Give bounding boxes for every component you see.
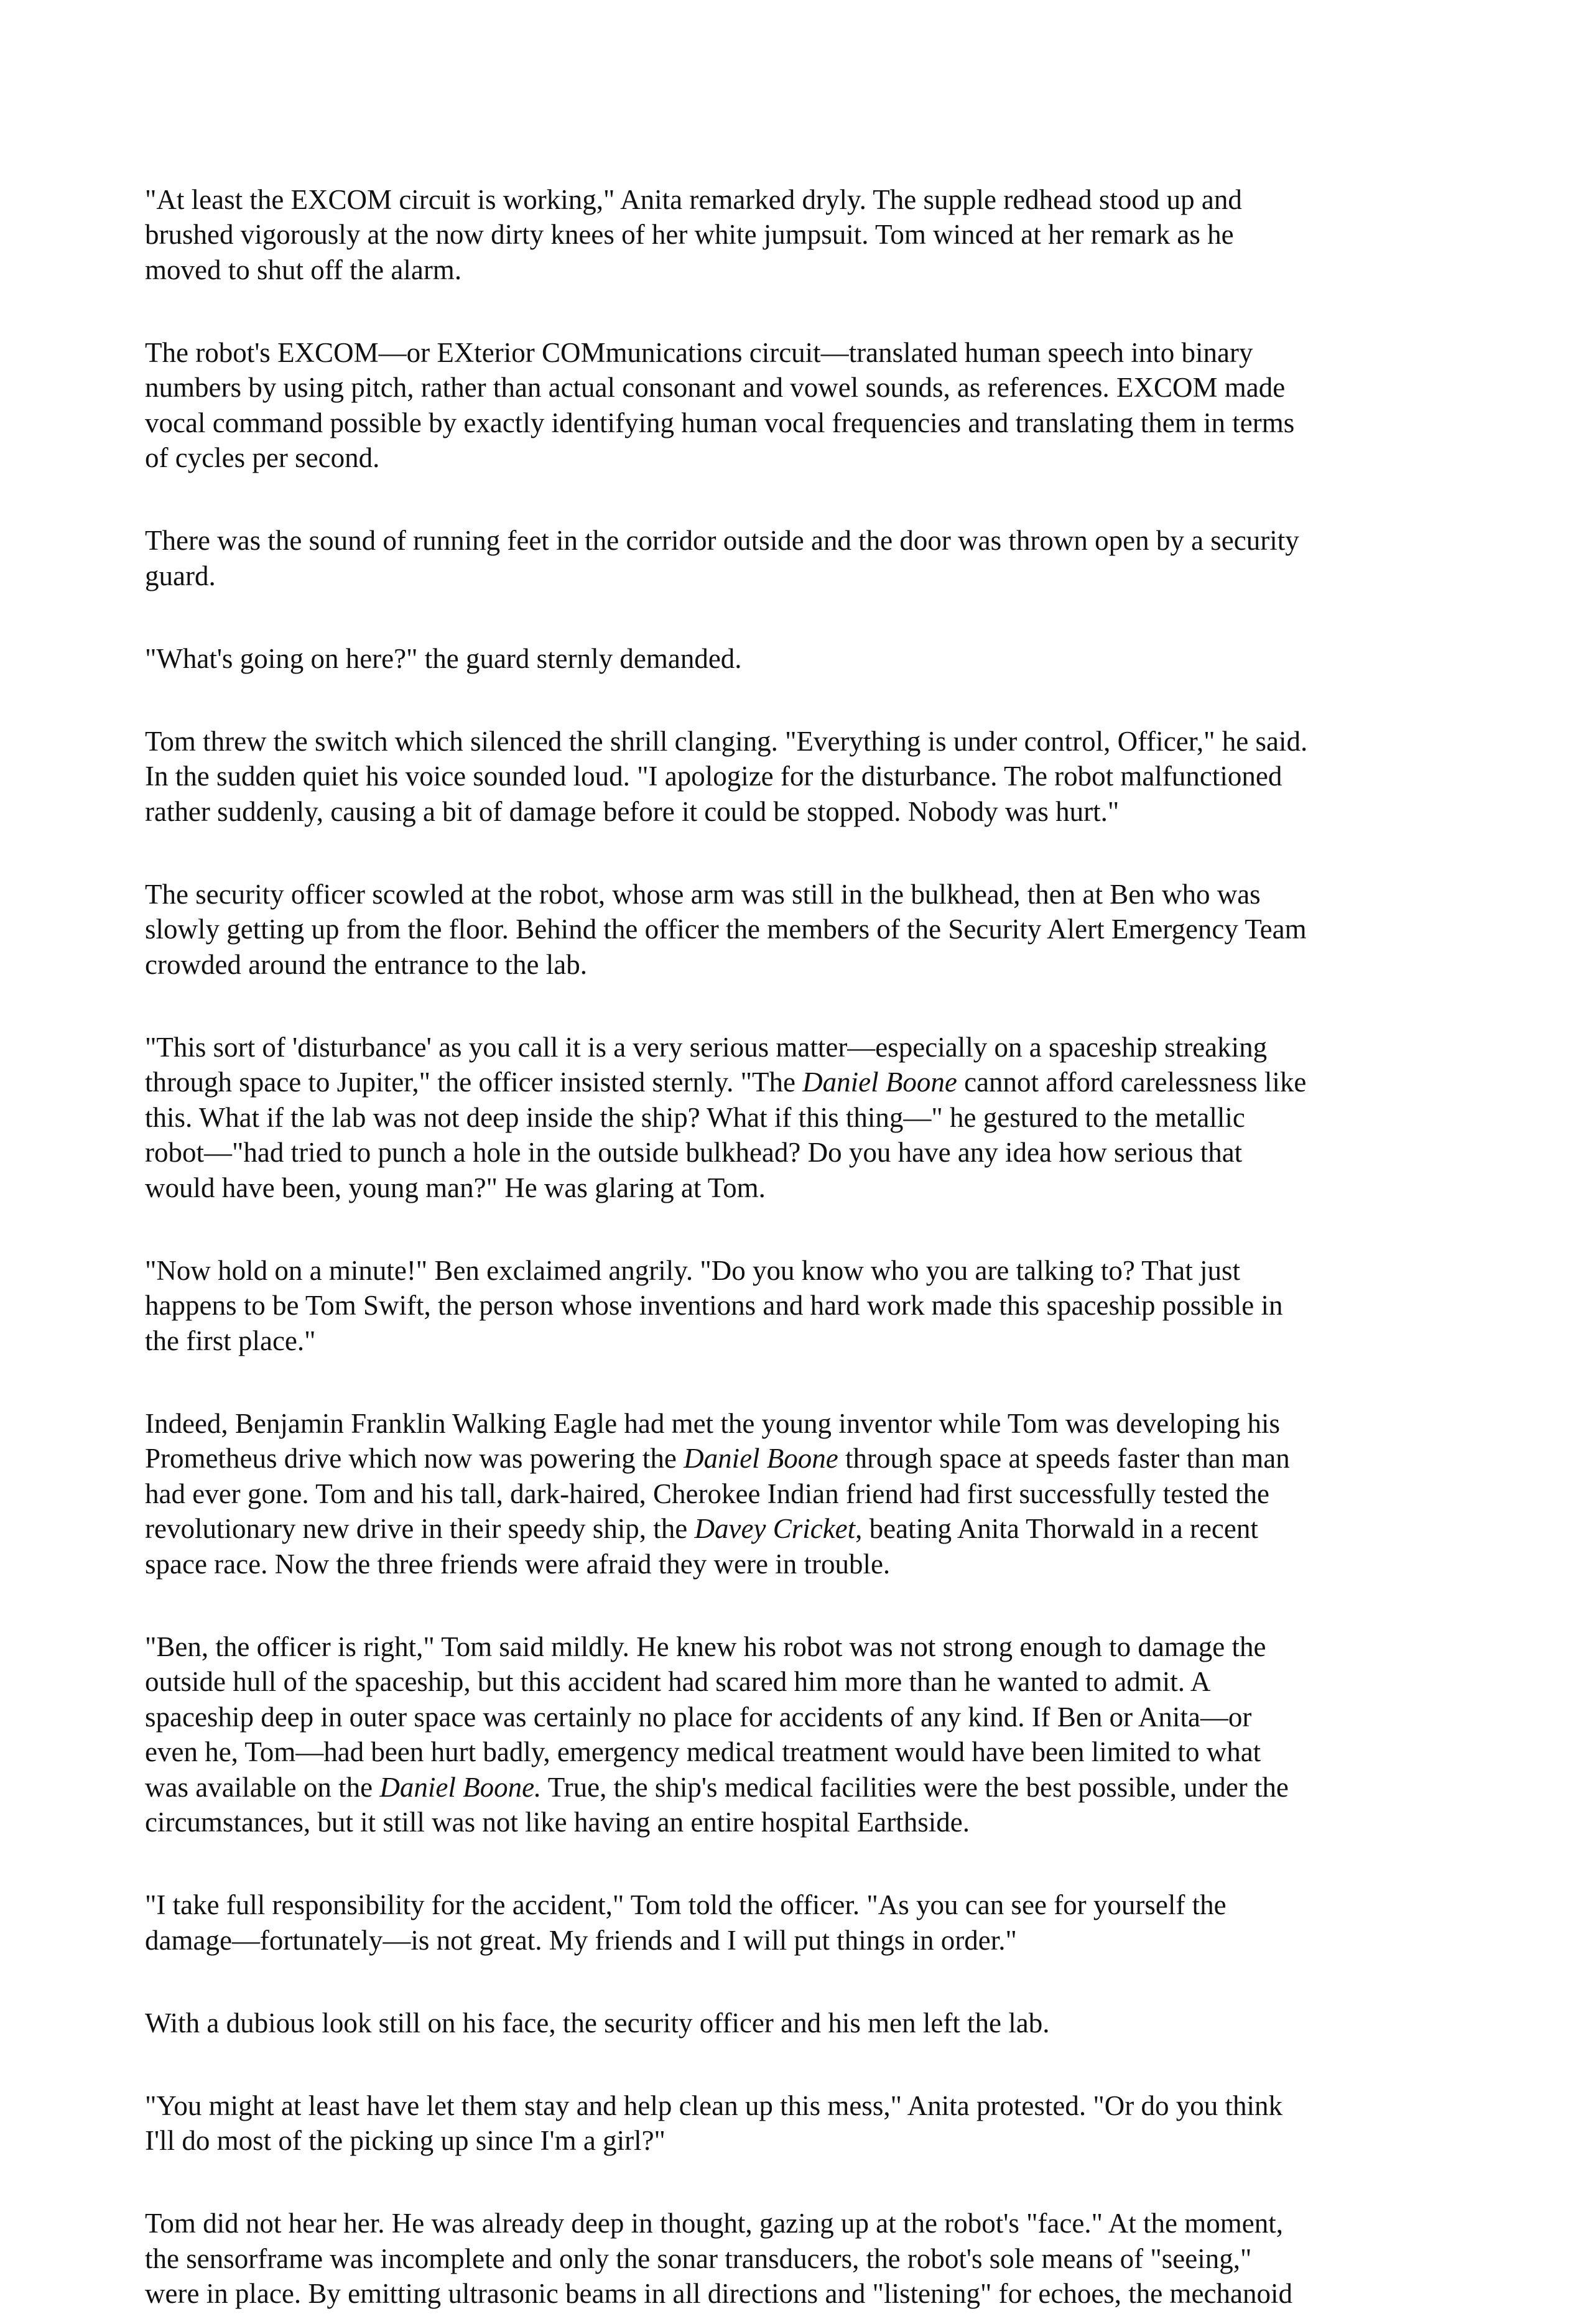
text-segment: "I take full responsibility for the accident," Tom told the officer. "As you can see for yourself the damage—fortunately—is not great. My friends and I will put things in order." <box>145 1889 1227 1956</box>
paragraph <box>145 841 1446 982</box>
paragraph <box>145 1594 1446 1840</box>
paragraph <box>145 1970 1446 2040</box>
ship-name-italic: Daniel Boone <box>802 1067 957 1098</box>
text-segment: There was the sound of running feet in the corridor outside and the door was thrown open by a security guard. <box>145 525 1299 591</box>
paragraph <box>145 2053 1446 2159</box>
text-segment: "You might at least have let them stay and help clean up this mess," Anita protested. "Or do you think I'll do most of the picking up since I'm a girl?" <box>145 2090 1283 2156</box>
paragraph <box>145 147 1446 287</box>
text-segment: True, the ship's medical facilities were the best possible, under the circumstances, but it still was not like having an entire hospital Earthside. <box>145 1771 1289 1838</box>
paragraph <box>145 994 1446 1205</box>
paragraph <box>145 1371 1446 1581</box>
paragraph <box>145 688 1446 829</box>
text-segment: "At least the EXCOM circuit is working," Anita remarked dryly. The supple redhead stood up and brushed vigorously at the now dirty knees of her white jumpsuit. Tom winced at her remark as he moved to shut off the alarm. <box>145 183 1242 285</box>
ship-name-italic: Daniel Boone. <box>379 1771 542 1803</box>
paragraph <box>145 2171 1446 2312</box>
text-segment: "What's going on here?" the guard sternly demanded. <box>145 642 742 674</box>
body-text <box>145 147 1446 2324</box>
paragraph <box>145 488 1446 594</box>
text-segment: Tom threw the switch which silenced the shrill clanging. "Everything is under control, Officer," he said. In the sudden quiet his voice sounded loud. "I apologize for the disturbance. The robot malfunctioned rather suddenly, causing a bit of damage before it could be stopped. Nobody was hurt." <box>145 725 1308 827</box>
paragraph <box>145 1853 1446 1958</box>
ship-name-italic: Daniel Boone <box>684 1443 838 1474</box>
text-segment: With a dubious look still on his face, the security officer and his men left the lab. <box>145 2007 1050 2039</box>
paragraph <box>145 1218 1446 1358</box>
text-segment: "Now hold on a minute!" Ben exclaimed angrily. "Do you know who you are talking to? That just happens to be Tom Swift, the person whose inventions and hard work made this spaceship possible in the first place." <box>145 1254 1283 1356</box>
text-segment: The security officer scowled at the robot, whose arm was still in the bulkhead, then at Ben who was slowly getting up from the floor. Behind the officer the members of the Security Alert Emergency Team crowded around the entrance to the lab. <box>145 878 1307 980</box>
text-segment: "Ben, the officer is right," Tom said mildly. He knew his robot was not strong enough to damage the outside hull of the spaceship, but this accident had scared him more than he wanted to admit. A spaceship deep in outer space was certainly no place for accidents of any kind. If Ben or Anita—or even he, Tom—had been hurt badly, emergency medical treatment would have been limited to what was available on the <box>145 1631 1266 1803</box>
text-segment: cannot afford carelessness like this. What if the lab was not deep inside the ship? What if this thing—" he gestured to the metallic robot—"had tried to punch a hole in the outside bulkhead? Do you have any idea how serious that would have been, young man?" He was glaring at Tom. <box>145 1067 1307 1203</box>
text-segment: through space at speeds faster than man had ever gone. Tom and his tall, dark-haired, Cherokee Indian friend had first successfully tested the revolutionary new drive in their speedy ship, the <box>145 1443 1290 1544</box>
paragraph <box>145 606 1446 676</box>
text-segment: Indeed, Benjamin Franklin Walking Eagle had met the young inventor while Tom was developing his Prometheus drive which now was powering the <box>145 1407 1280 1474</box>
ship-name-italic: Davey Cricket <box>694 1513 856 1544</box>
text-segment: , beating Anita Thorwald in a recent space race. Now the three friends were afraid they were in trouble. <box>145 1513 1258 1580</box>
paragraph <box>145 300 1446 476</box>
text-segment: "This sort of 'disturbance' as you call it is a very serious matter—especially on a spaceship streaking through space to Jupiter," the officer insisted sternly. "The <box>145 1031 1268 1098</box>
text-segment: Tom did not hear her. He was already deep in thought, gazing up at the robot's "face." At the moment, the sensorframe was incomplete and only the sonar transducers, the robot's sole means of "seeing," were in place. By emitting ultrasonic beams in all directions and "listening" for echoes, the mechanoid <box>145 2208 1292 2309</box>
text-segment: The robot's EXCOM—or EXterior COMmunications circuit—translated human speech into binary numbers by using pitch, rather than actual consonant and vowel sounds, as references. EXCOM made vocal command possible by exactly identifying human vocal frequencies and translating them in terms of cycles per second. <box>145 336 1295 473</box>
